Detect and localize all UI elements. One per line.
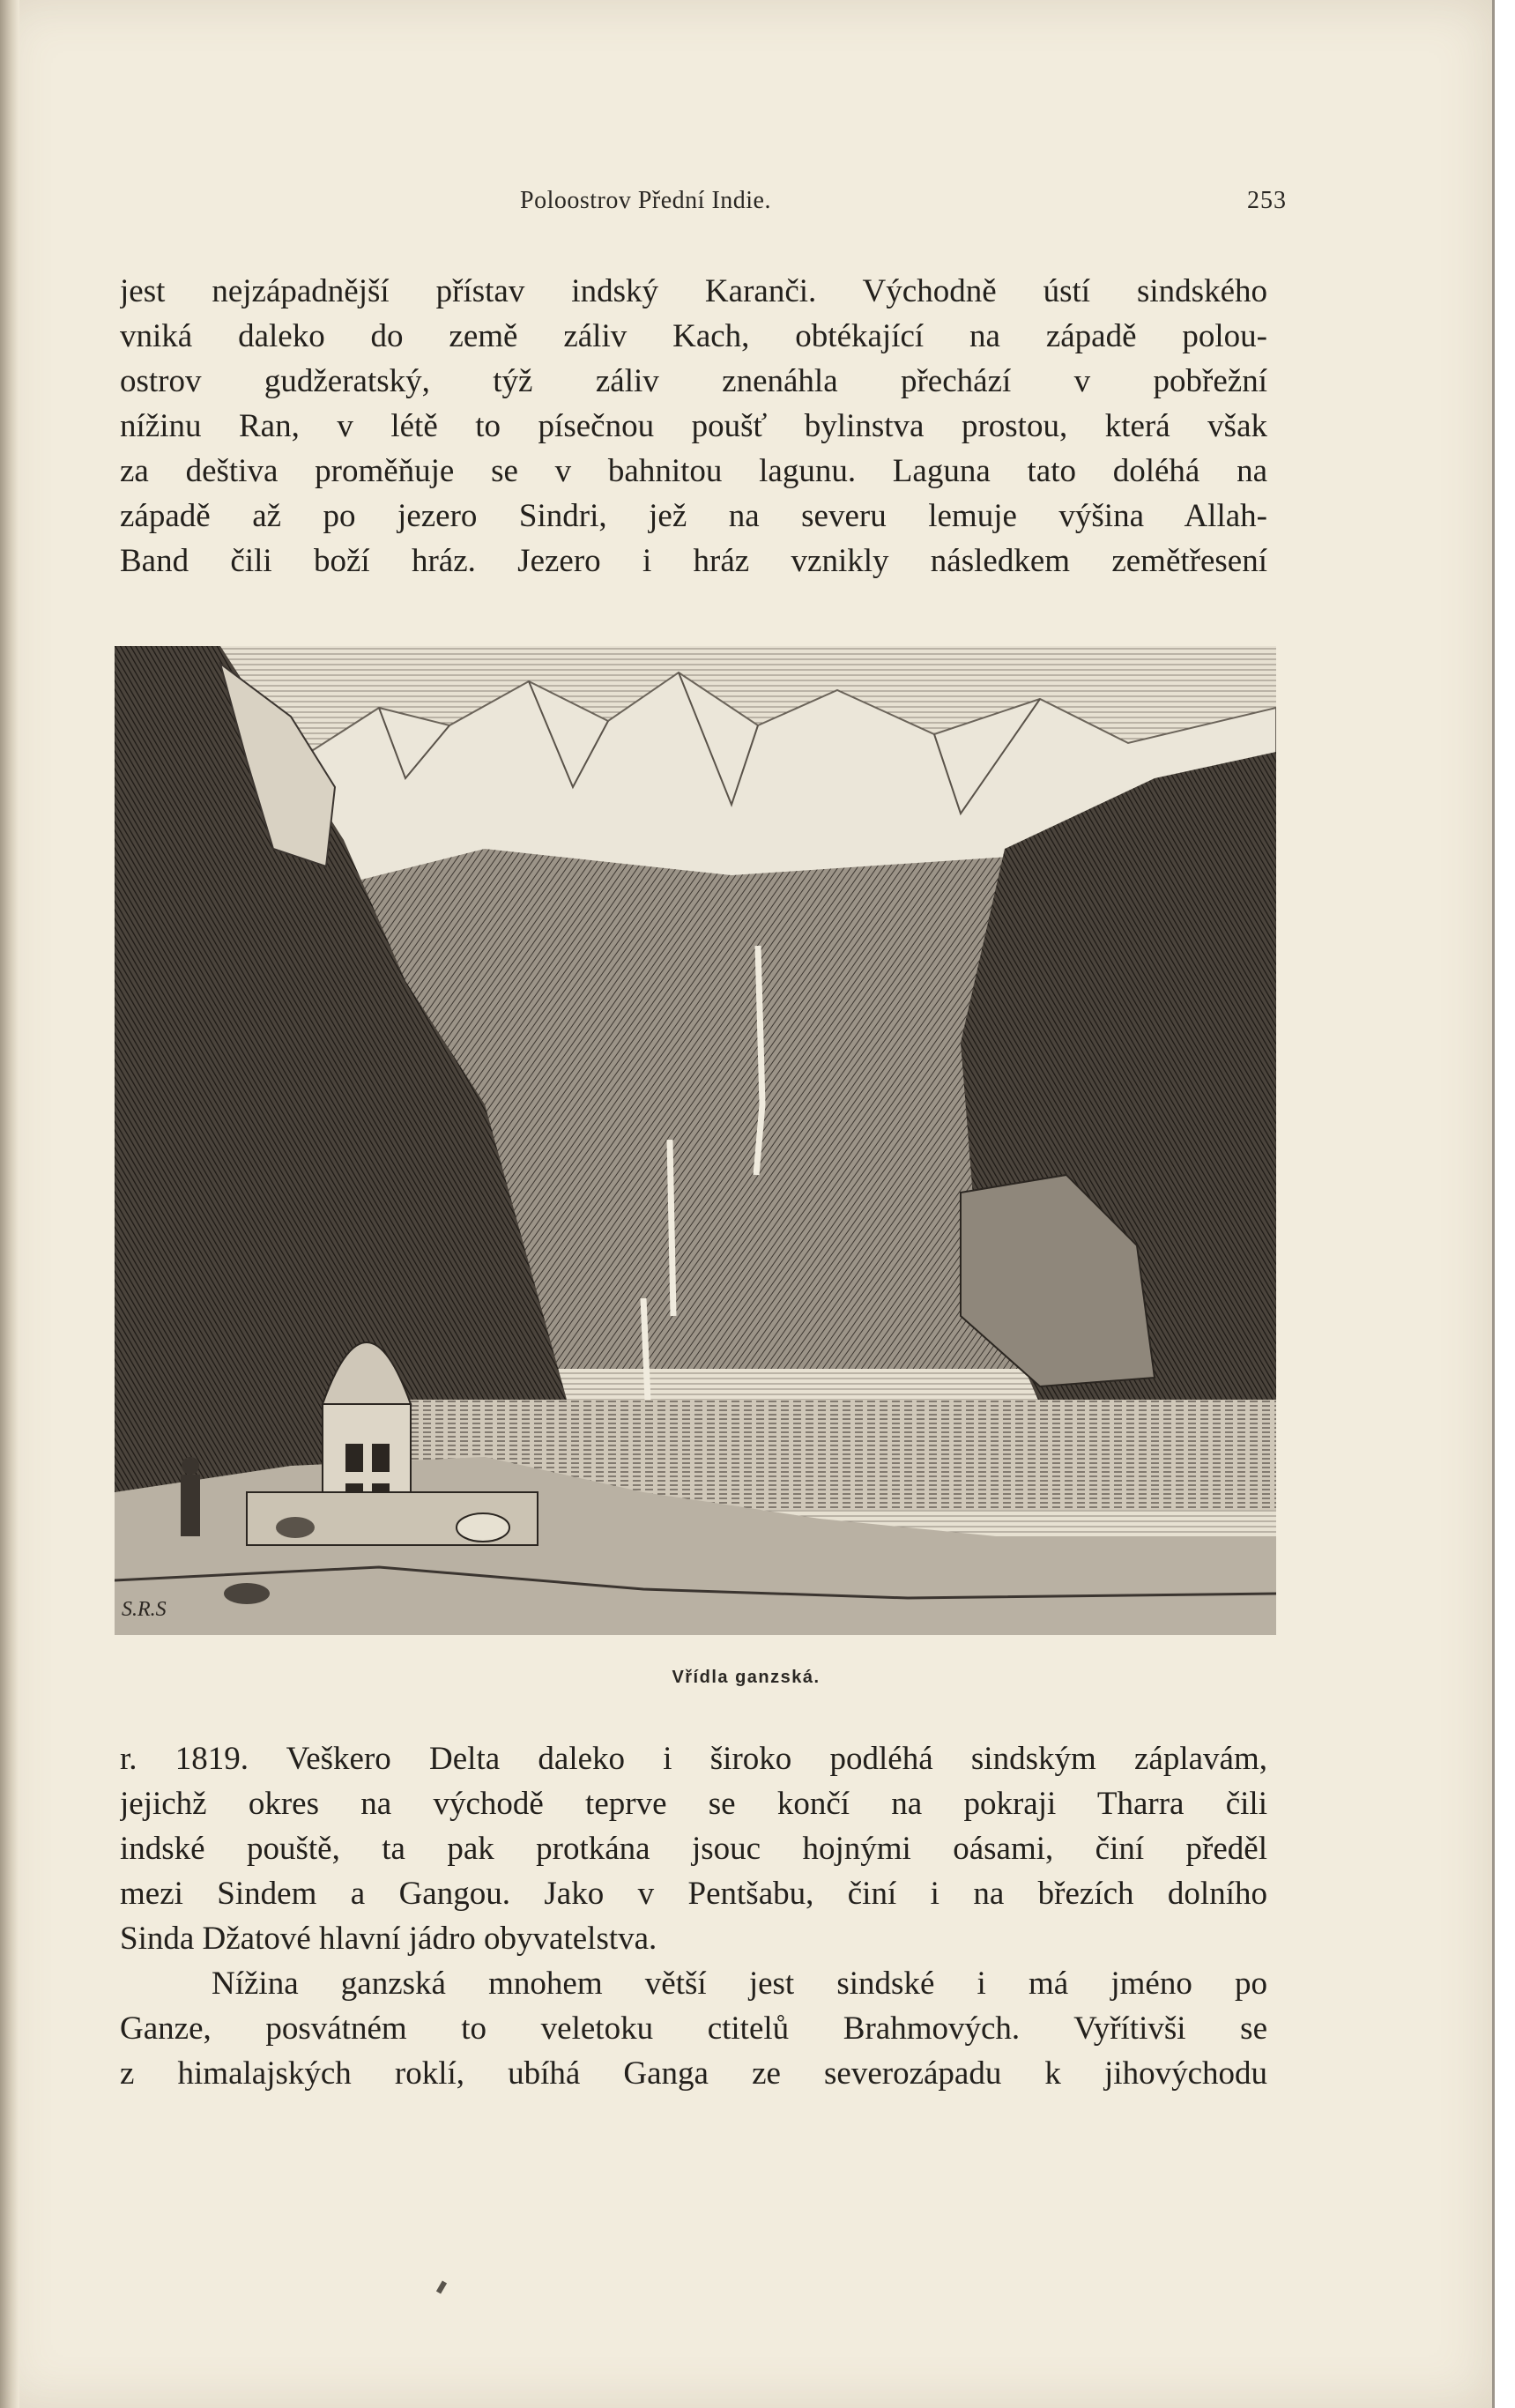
- text-line: vniká daleko do země záliv Kach, obtékající na západě polou-: [120, 318, 1267, 354]
- text-line: Sinda Džatové hlavní jádro obyvatelstva.: [120, 1921, 657, 1957]
- text-line: Nížina ganzská mnohem větší jest sindské i má jméno po: [212, 1966, 1267, 2002]
- running-header: [120, 187, 1287, 222]
- book-spine-shadow: [0, 0, 19, 2408]
- text-line: nížinu Ran, v létě to písečnou poušť bylinstva prostou, která však: [120, 408, 1267, 444]
- running-header-title: Poloostrov Přední Indie.: [520, 187, 771, 214]
- engraver-signature: S.R.S: [122, 1598, 167, 1621]
- illustration-caption: Vřídla ganzská.: [672, 1668, 821, 1687]
- text-line: západě až po jezero Sindri, jež na severu lemuje výšina Allah-: [120, 498, 1267, 534]
- page-number: 253: [1247, 187, 1287, 214]
- text-line: z himalajských roklí, ubíhá Ganga ze severozápadu k jihovýchodu: [120, 2055, 1267, 2092]
- text-line: jest nejzápadnější přístav indský Karanči. Východně ústí sindského: [120, 273, 1267, 309]
- text-line: indské pouště, ta pak protkána jsouc hojnými oásami, činí předěl: [120, 1831, 1267, 1867]
- text-line: ostrov gudžeratský, týž záliv znenáhla přechází v pobřežní: [120, 363, 1267, 399]
- text-line: Band čili boží hráz. Jezero i hráz vznikly následkem zemětřesení: [120, 543, 1267, 579]
- body-text-bottom: [120, 1736, 1267, 2096]
- text-line: Ganze, posvátném to veletoku ctitelů Brahmových. Vyřítivši se: [120, 2010, 1267, 2047]
- paper-speck: [436, 2280, 447, 2293]
- engraving-image: [115, 646, 1276, 1635]
- text-line: jejichž okres na východě teprve se končí na pokraji Tharra čili: [120, 1786, 1267, 1822]
- body-text-top: [120, 269, 1267, 583]
- text-line: mezi Sindem a Gangou. Jako v Pentšabu, činí i na březích dolního: [120, 1876, 1267, 1912]
- text-line: r. 1819. Veškero Delta daleko i široko podléhá sindským záplavám,: [120, 1741, 1267, 1777]
- engraving-illustration: [115, 646, 1276, 1635]
- text-line: za deštiva proměňuje se v bahnitou lagunu. Laguna tato doléhá na: [120, 453, 1267, 489]
